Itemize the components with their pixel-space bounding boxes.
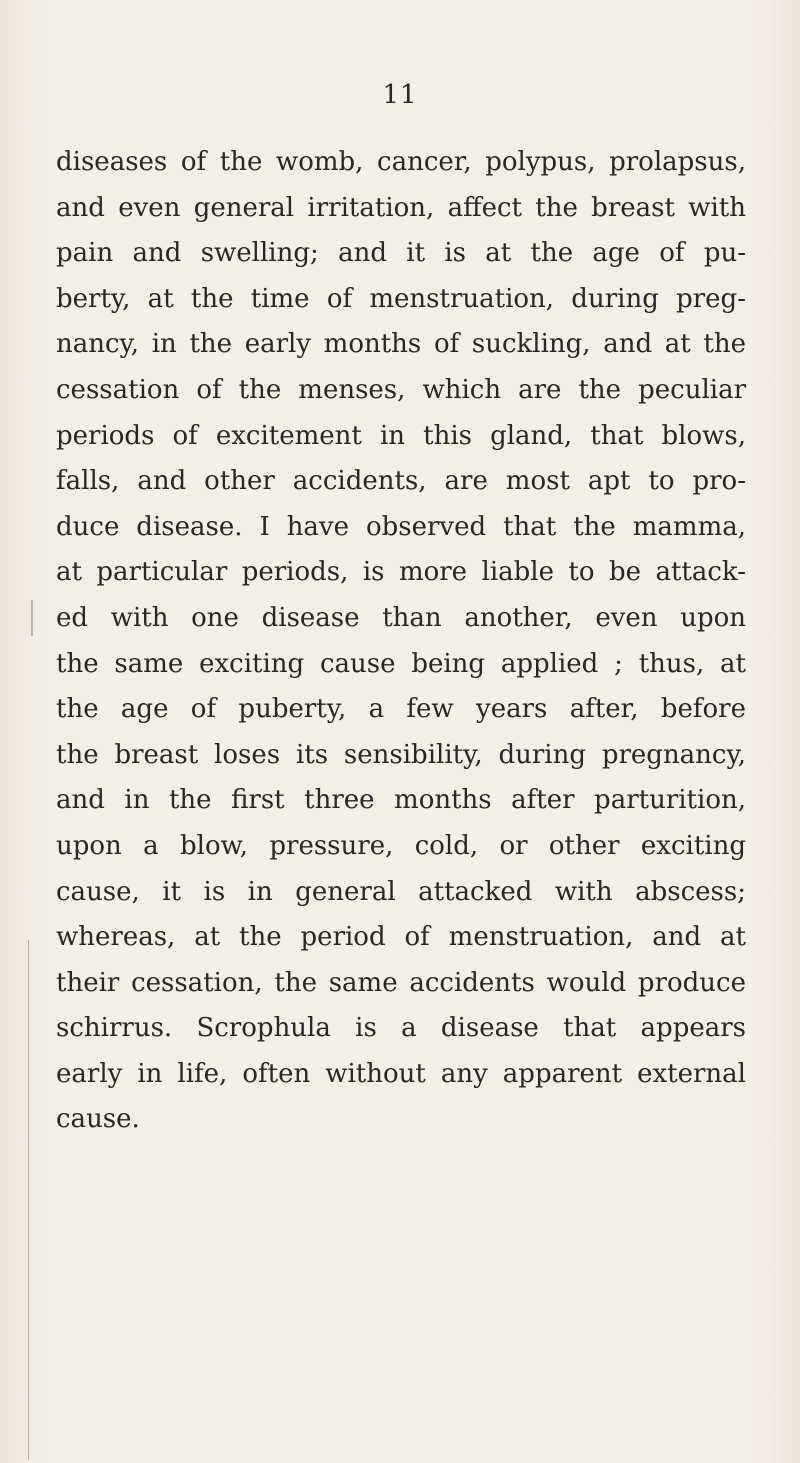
page-edge-shadow <box>31 600 33 636</box>
text-line: duce disease. I have observed that the mamma, <box>56 511 746 542</box>
page-edge-shadow-lower <box>28 940 29 1460</box>
text-line: berty, at the time of menstruation, during preg- <box>56 283 746 314</box>
text-line: and in the first three months after parturition, <box>56 785 746 816</box>
text-line: periods of excitement in this gland, that blows, <box>56 420 746 451</box>
text-line: cessation of the menses, which are the peculiar <box>56 374 746 405</box>
text-line: early in life, often without any apparent external <box>56 1058 746 1089</box>
text-line: schirrus. Scrophula is a disease that appears <box>56 1013 746 1044</box>
text-line: the same exciting cause being applied ; thus, at <box>56 648 746 679</box>
text-line: whereas, at the period of menstruation, and at <box>56 922 746 953</box>
text-line-last: cause. <box>56 1104 140 1135</box>
text-line: the breast loses its sensibility, during pregnancy, <box>56 739 746 770</box>
text-line: ed with one disease than another, even upon <box>56 602 746 633</box>
text-line: the age of puberty, a few years after, before <box>56 694 746 725</box>
text-line: pain and swelling; and it is at the age of pu- <box>56 238 746 269</box>
text-line: upon a blow, pressure, cold, or other exciting <box>56 830 746 861</box>
text-line: diseases of the womb, cancer, polypus, prolapsus, <box>56 147 746 177</box>
text-line: cause, it is in general attacked with abscess; <box>56 876 746 907</box>
page-number: 11 <box>382 80 418 110</box>
text-line: falls, and other accidents, are most apt to pro- <box>56 466 746 497</box>
text-line: and even general irritation, affect the breast with <box>56 192 746 223</box>
text-line: nancy, in the early months of suckling, and at the <box>56 329 746 360</box>
text-line: their cessation, the same accidents would produce <box>56 967 746 998</box>
body-text <box>56 140 746 1143</box>
text-line: at particular periods, is more liable to be attack- <box>56 557 746 588</box>
